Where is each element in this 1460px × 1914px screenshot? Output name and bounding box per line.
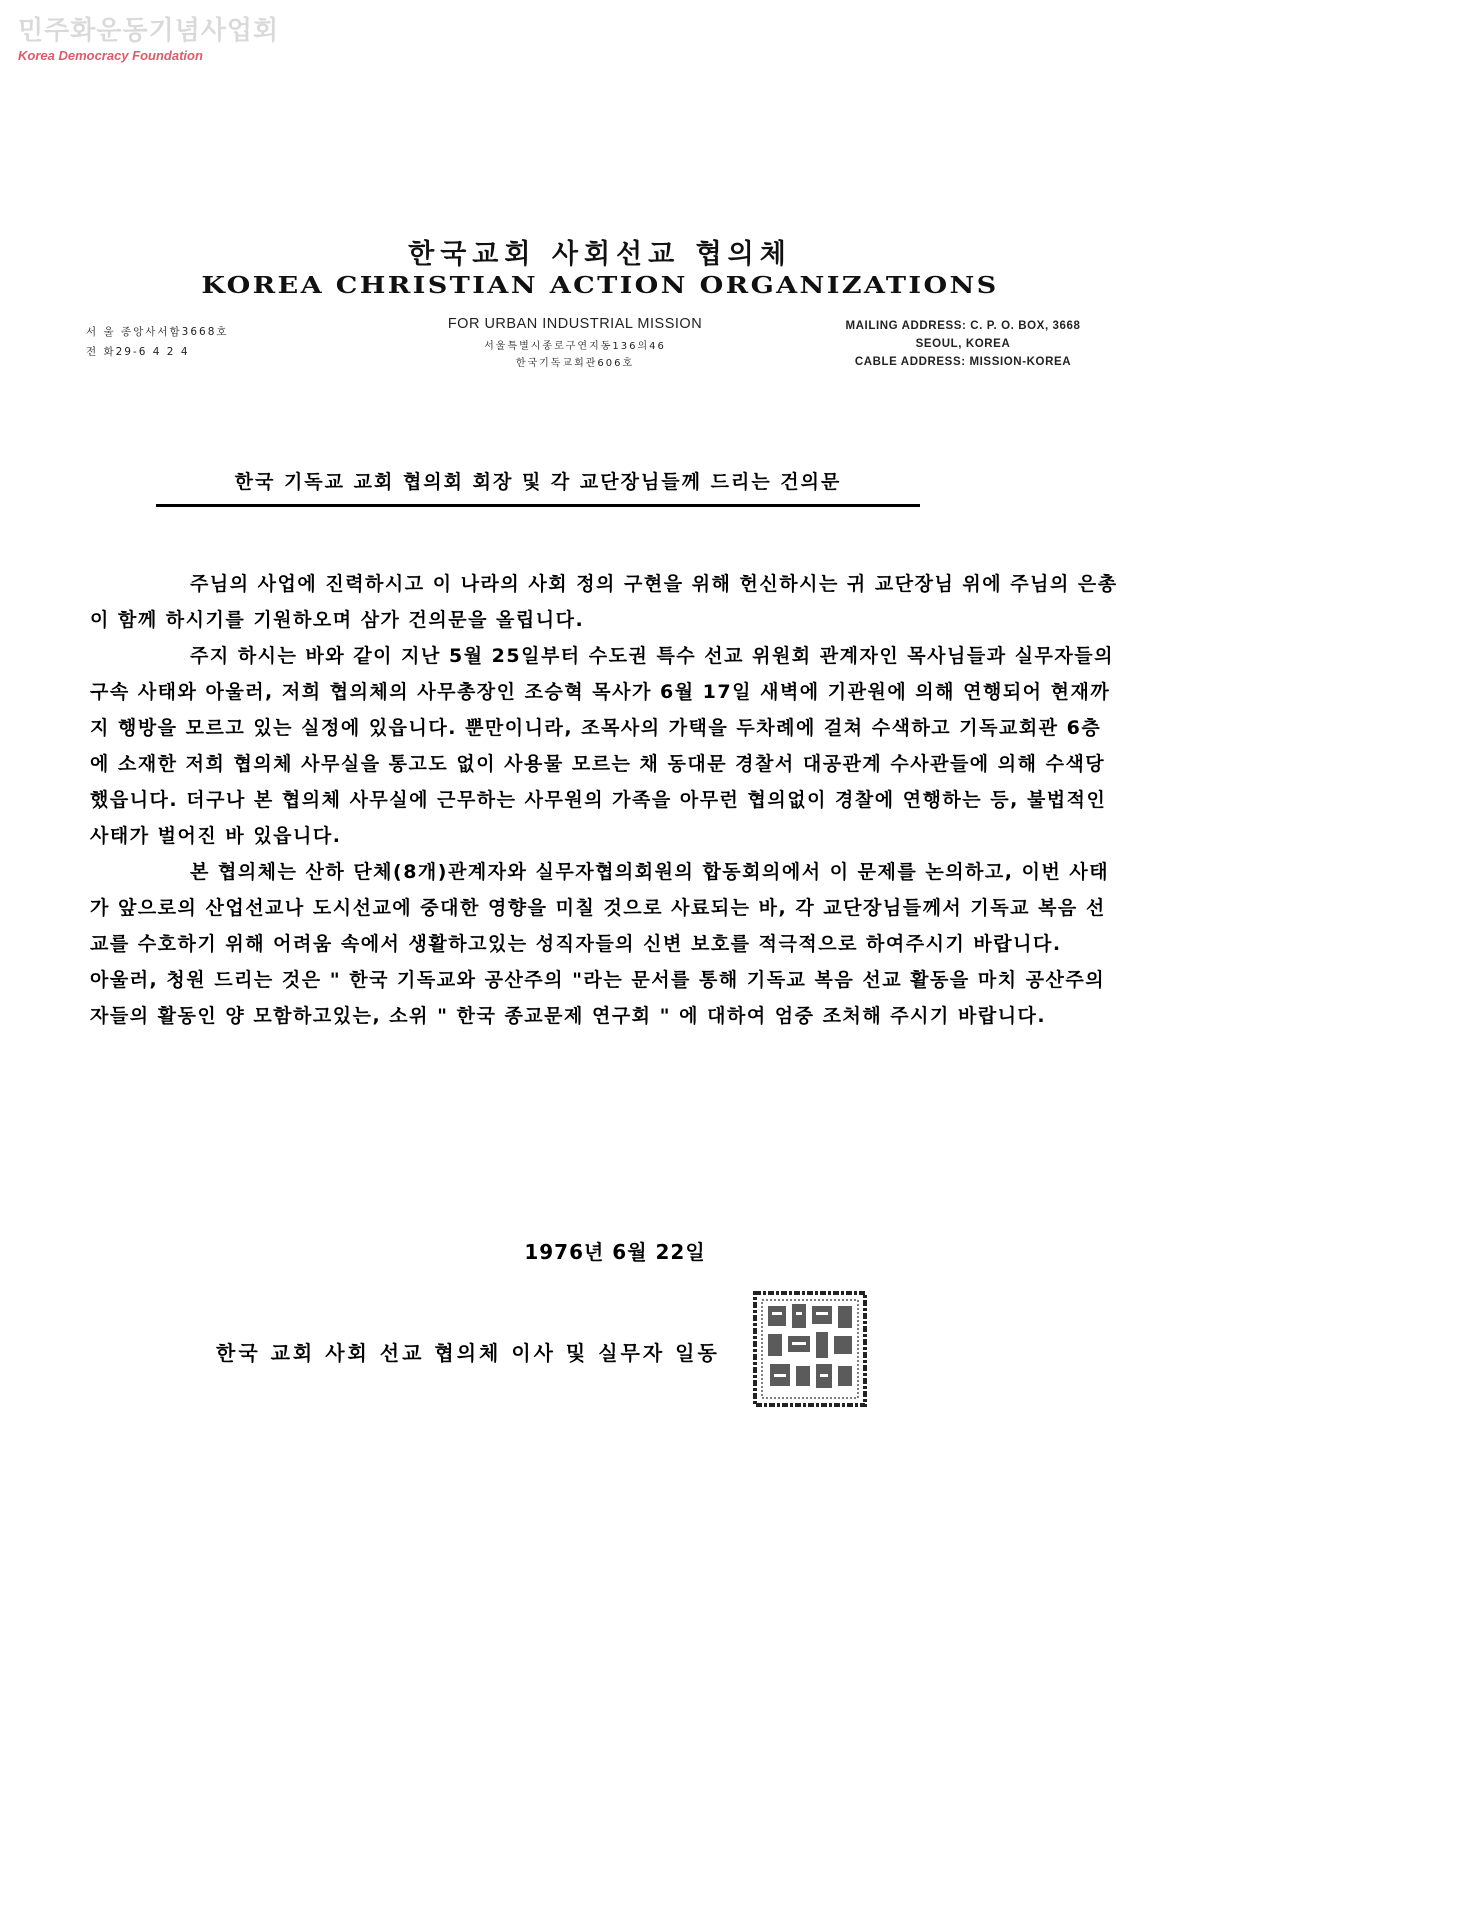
- building-address-line: 한국기독교회관606호: [515, 358, 635, 369]
- watermark-english: Korea Democracy Foundation: [18, 48, 203, 63]
- paragraph-petition: 아울러, 청원 드리는 것은 " 한국 기독교와 공산주의 "라는 문서를 통해 기독교 복음 선교 활동을 마치 공산주의자들의 활동인 양 모함하고있는, 소위 " 한국 종교문제 연구회 " 에 대하여 엄중 조처해 주시기 바랍니다.: [90, 969, 1106, 1027]
- paragraph-request: 본 협의체는 산하 단체(8개)관계자와 실무자협의회원의 합동회의에서 이 문제를 논의하고, 이번 사태가 앞으로의 산업선교나 도시선교에 중대한 영향을 미칠 것으로 사료되는 바, 각 교단장님들께서 기독교 복음 선교를 수호하기 위해 어려움 속에서 생활하고있는 성직자들의 신변 보호를 적극적으로 하여주시기 바랍니다.: [90, 861, 1110, 955]
- paragraph-incident: 주지 하시는 바와 같이 지난 5월 25일부터 수도권 특수 선교 위원회 관계자인 목사님들과 실무자들의 구속 사태와 아울러, 저희 협의체의 사무총장인 조승혁 목사가 6월 17일 새벽에 기관원에 의해 연행되어 현재까지 행방을 모르고 있는 실정에 있읍니다. 뿐만이니라, 조목사의 가택을 두차례에 걸쳐 수색하고 기독교회관 6층에 소재한 저희 협의체 사무실을 통고도 없이 사용물 모르는 채 동대문 경찰서 대공관계 수사관들에 의해 수색당했읍니다. 더구나 본 협의체 사무실에 근무하는 사무원의 가족을 아무런 협의없이 경찰에 연행하는 등, 불법적인 사태가 벌어진 바 있읍니다.: [90, 645, 1114, 847]
- signer-line: 한국 교회 사회 선교 협의체 이사 및 실무자 일동: [216, 1341, 720, 1365]
- document-body: [90, 566, 1120, 1034]
- title-underline: [156, 504, 920, 507]
- cable-address-line: CABLE ADDRESS: MISSION-KOREA: [854, 356, 1072, 368]
- phone-line: 전 화29-6 4 2 4: [86, 346, 190, 358]
- letterhead-korean-name: 한국교회 사회선교 협의체: [408, 239, 792, 270]
- document-date: 1976년 6월 22일: [524, 1240, 706, 1264]
- letterhead-right-address: [808, 317, 1118, 371]
- mission-name: FOR URBAN INDUSTRIAL MISSION: [447, 316, 703, 332]
- letterhead-center-address: [400, 316, 750, 372]
- po-box-line: 서 울 종앙사서함3668호: [86, 326, 229, 338]
- paragraph-greeting: 주님의 사업에 진력하시고 이 나라의 사회 정의 구현을 위해 헌신하시는 귀 교단장님 위에 주님의 은총이 함께 하시기를 기원하오며 삼가 건의문을 올립니다.: [90, 573, 1118, 631]
- watermark-korean: 민주화운동기념사업회: [18, 16, 280, 46]
- official-seal-stamp: [752, 1290, 868, 1408]
- city-line: SEOUL, KOREA: [915, 338, 1011, 350]
- watermark: [18, 16, 279, 63]
- mailing-address-line: MAILING ADDRESS: C. P. O. BOX, 3668: [845, 320, 1081, 332]
- street-address-line: 서울특별시종로구연지동136의46: [484, 341, 666, 352]
- letterhead-english-name: KOREA CHRISTIAN ACTION ORGANIZATIONS: [201, 272, 999, 299]
- document-title: 한국 기독교 교회 협의회 회장 및 각 교단장님들께 드리는 건의문: [234, 471, 842, 493]
- letterhead-left-address: [86, 322, 229, 362]
